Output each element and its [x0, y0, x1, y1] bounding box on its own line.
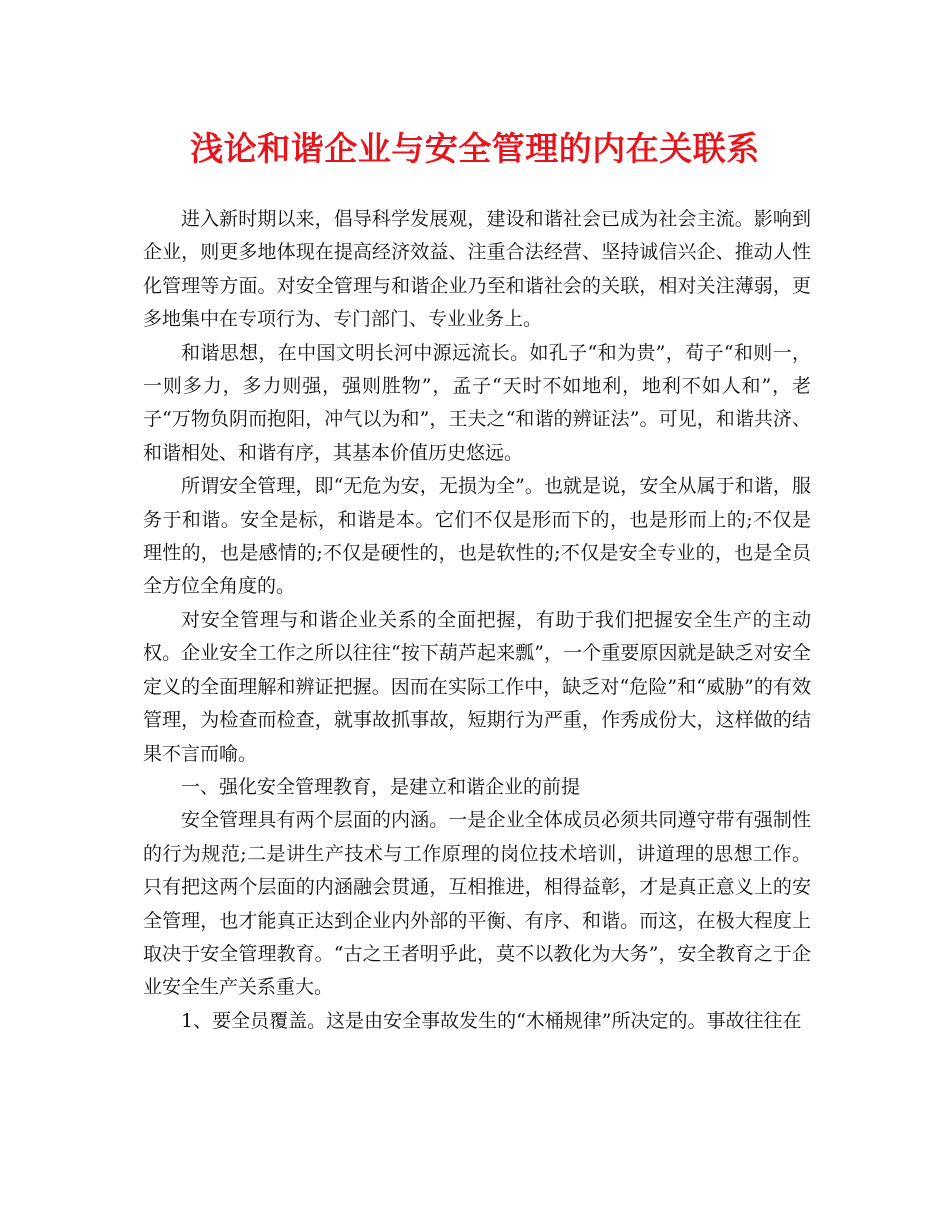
section-heading: 一、强化安全管理教育，是建立和谐企业的前提 — [181, 775, 581, 798]
paragraph: 和谐思想，在中国文明长河中源远流长。如孔子“和为贵”，荀子“和则一，一则多力，多力则强，强则胜物”，孟子“天时不如地利，地利不如人和”，老子“万物负阴而抱阳，冲气以为和”，王夫之“和谐的辨证法”。可见，和谐共济、和谐相处、和谐有序，其基本价值历史悠远。 — [143, 341, 811, 464]
document-body — [143, 203, 811, 1038]
paragraph: 对安全管理与和谐企业关系的全面把握，有助于我们把握安全生产的主动权。企业安全工作之所以往往“按下葫芦起来瓢”，一个重要原因就是缺乏对安全定义的全面理解和辨证把握。因而在实际工作中，缺乏对“危险”和“威胁”的有效管理，为检查而检查，就事故抓事故，短期行为严重，作秀成份大，这样做的结果不言而喻。 — [143, 608, 811, 765]
paragraph: 1、要全员覆盖。这是由安全事故发生的“木桶规律”所决定的。事故往往在 — [181, 1009, 802, 1032]
document-title: 浅论和谐企业与安全管理的内在关联系 — [190, 129, 760, 168]
paragraph: 进入新时期以来，倡导科学发展观，建设和谐社会已成为社会主流。影响到企业，则更多地体现在提高经济效益、注重合法经营、坚持诚信兴企、推动人性化管理等方面。对安全管理与和谐企业乃至和谐社会的关联，相对关注薄弱，更多地集中在专项行为、专门部门、专业业务上。 — [143, 208, 811, 331]
paragraph: 安全管理具有两个层面的内涵。一是企业全体成员必须共同遵守带有强制性的行为规范;二是讲生产技术与工作原理的岗位技术培训，讲道理的思想工作。只有把这两个层面的内涵融会贯通，互相推进，相得益彰，才是真正意义上的安全管理，也才能真正达到企业内外部的平衡、有序、和谐。而这，在极大程度上取决于安全管理教育。“古之王者明乎此，莫不以教化为大务”，安全教育之于企业安全生产关系重大。 — [143, 809, 811, 999]
paragraph: 所谓安全管理，即“无危为安，无损为全”。也就是说，安全从属于和谐，服务于和谐。安全是标，和谐是本。它们不仅是形而下的，也是形而上的;不仅是理性的，也是感情的;不仅是硬性的，也是软性的;不仅是安全专业的，也是全员全方位全角度的。 — [143, 475, 811, 598]
